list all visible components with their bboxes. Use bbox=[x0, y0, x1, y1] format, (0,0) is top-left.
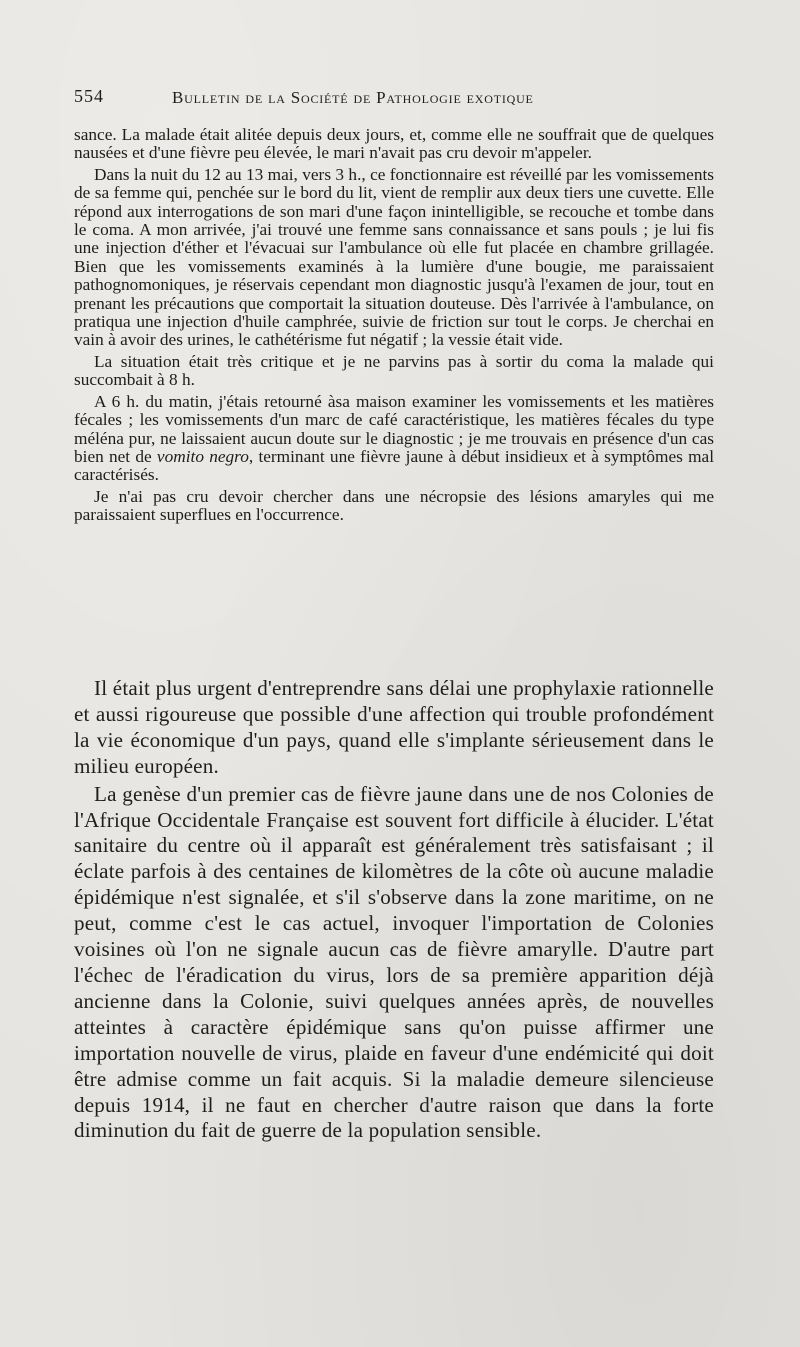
discussion-section bbox=[74, 676, 714, 1144]
page-number: 554 bbox=[74, 86, 104, 106]
paragraph: Je n'ai pas cru devoir chercher dans une nécropsie des lésions amaryles qui me paraissaient superflues en l'occurrence. bbox=[74, 486, 714, 525]
page-header bbox=[74, 86, 644, 114]
paragraph-text: , terminant une fièvre jaune à début insidieux et à symptômes mal caractérisés. bbox=[74, 446, 715, 485]
paragraph: La genèse d'un premier cas de fièvre jaune dans une de nos Colonies de l'Afrique Occidentale Française est souvent fort difficile à élucider. L'état sanitaire du centre où il apparaît est généralement très satisfaisant ; il éclate parfois à des centaines de kilomètres de la côte où aucune maladie épidémique n'est signalée, et s'il s'observe dans la zone maritime, on ne peut, comme c'est le cas actuel, invoquer l'importation de Colonies voisines où l'on ne signale aucun cas de fièvre amarylle. D'autre part l'échec de l'éradication du virus, lors de sa première apparition déjà ancienne dans la Colonie, suivi quelques années après, de nouvelles atteintes à caractère épidémique sans qu'on puisse affirmer une importation nouvelle de virus, plaide en faveur d'une endémicité qui doit être admise comme un fait acquis. Si la maladie demeure silencieuse depuis 1914, il ne faut en chercher d'autre raison que dans la forte diminution du fait de guerre de la population sensible. bbox=[74, 781, 714, 1143]
paragraph: Il était plus urgent d'entreprendre sans délai une prophylaxie rationnelle et aussi rigoureuse que possible d'une affection qui trouble profondément la vie économique d'un pays, quand elle s'implante sérieusement dans le milieu européen. bbox=[74, 676, 714, 778]
paragraph bbox=[74, 393, 714, 485]
paragraph: Dans la nuit du 12 au 13 mai, vers 3 h., ce fonctionnaire est réveillé par les vomissements de sa femme qui, penchée sur le bord du lit, vient de remplir aux deux tiers une cuvette. Elle répond aux interrogations de son mari d'une façon inintelligible, se recouche et tombe dans le coma. A mon arrivée, j'ai trouvé une femme sans connaissance et sans pouls ; je lui fis une injection d'éther et l'évacuai sur l'ambulance où elle fut placée en chambre grillagée. Bien que les vomissements examinés à la lumière d'une bougie, me paraissaient pathognomoniques, je réservais cependant mon diagnostic jusqu'à l'examen de jour, tout en prenant les précautions que comportait la situation douteuse. Dès l'arrivée à l'ambulance, on pratiqua une injection d'huile camphrée, suivie de friction sur tout le corps. Je cherchai en vain à avoir des urines, le cathétérisme fut négatif ; la vessie était vide. bbox=[74, 164, 714, 350]
italic-term: vomito negro bbox=[156, 446, 249, 466]
paragraph-text: A 6 h. du matin, j'étais retourné àsa maison examiner les vomissements et les matières fécales ; les vomissements d'un marc de café caractéristique, les matières fécales du type méléna pur, ne laissaient aucun doute sur le diagnostic ; je me trouvais en présence d'un cas bien net de bbox=[74, 391, 714, 466]
case-report-section bbox=[74, 126, 714, 525]
paragraph: La situation était très critique et je ne parvins pas à sortir du coma la malade qui succombait à 8 h. bbox=[74, 351, 714, 390]
paragraph: sance. La malade était alitée depuis deux jours, et, comme elle ne souffrait que de quelques nausées et d'une fièvre peu élevée, le mari n'avait pas cru devoir m'appeler. bbox=[74, 125, 714, 163]
running-title: Bulletin de la Société de Pathologie exotique bbox=[172, 88, 534, 107]
